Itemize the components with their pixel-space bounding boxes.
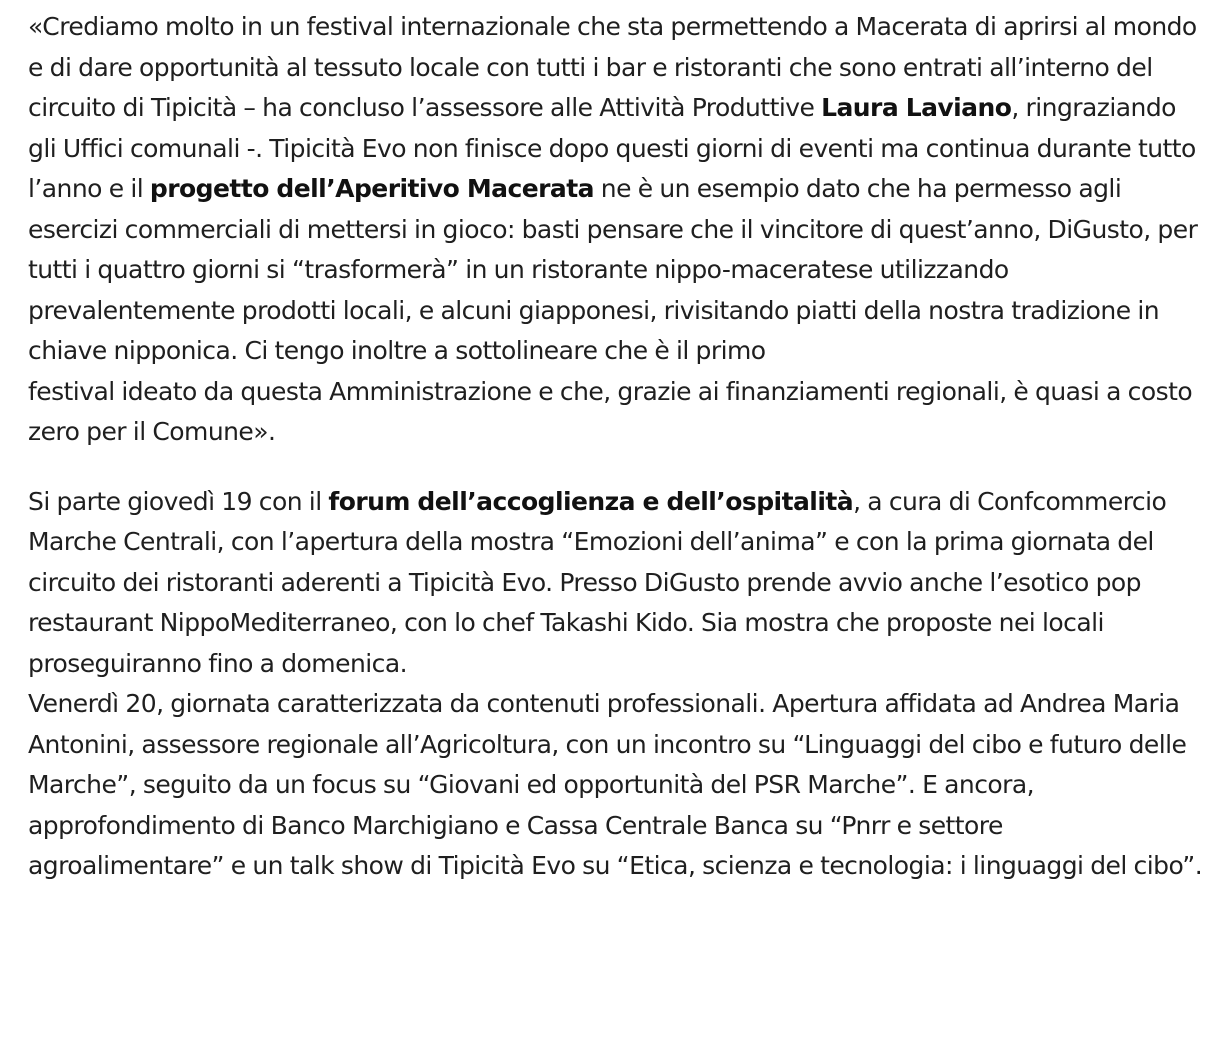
program-text-2: , a cura di Confcommercio Marche Centrali, con l’apertura della mostra “Emozioni dell’anima” e con la prima giornata del circuito dei ristoranti aderenti a Tipicità Evo. Presso DiGusto prende avvio anche l’esotico pop restaurant NippoMediterraneo, con lo chef Takashi Kido. Sia mostra che proposte nei locali proseguiranno fino a domenica.	[28, 486, 1167, 678]
program-text-3: Venerdì 20, giornata caratterizzata da contenuti professionali. Apertura affidata ad Andrea Maria Antonini, assessore regionale all’Agricoltura, con un incontro su “Linguaggi del cibo e futuro delle Marche”, seguito da un focus su “Giovani ed opportunità del PSR Marche”. E ancora, approfondimento di Banco Marchigiano e Cassa Centrale Banca su “Pnrr e settore agroalimentare” e un talk show di Tipicità Evo su “Etica, scienza e tecnologia: i linguaggi del cibo”.	[28, 689, 1203, 880]
name-laura-laviano: Laura Laviano	[821, 93, 1012, 122]
paragraph-program	[28, 482, 1203, 887]
project-aperitivo-macerata: progetto dell’Aperitivo Macerata	[149, 174, 594, 203]
program-text-1: Si parte giovedì 19 con il	[28, 486, 329, 516]
paragraph-quote	[28, 7, 1203, 453]
forum-accoglienza-ospitalita: forum dell’accoglienza e dell’ospitalità	[328, 486, 854, 516]
quote-text-2: , ringraziando gli Uffici comunali -. Tipicità Evo non finisce dopo questi giorni di eventi ma continua durante tutto l’anno e il	[28, 93, 1196, 203]
quote-text-1: «Crediamo molto in un festival internazionale che sta permettendo a Macerata di aprirsi al mondo e di dare opportunità al tessuto locale con tutti i bar e ristoranti che sono entrati all’interno del circuito di Tipicità – ha concluso l’assessore alle Attività Produttive	[28, 12, 1197, 122]
quote-text-3: ne è un esempio dato che ha permesso agli esercizi commerciali di mettersi in gioco: basti pensare che il vincitore di quest’anno, DiGusto, per tutti i quattro giorni si “trasformerà” in un ristorante nippo-maceratese utilizzando prevalentemente prodotti locali, e alcuni giapponesi, rivisitando piatti della nostra tradizione in chiave nipponica. Ci tengo inoltre a sottolineare che è il primo	[28, 174, 1198, 365]
article-body	[28, 7, 1203, 887]
quote-text-4: festival ideato da questa Amministrazione e che, grazie ai finanziamenti regionali, è quasi a costo zero per il Comune».	[28, 376, 1193, 446]
